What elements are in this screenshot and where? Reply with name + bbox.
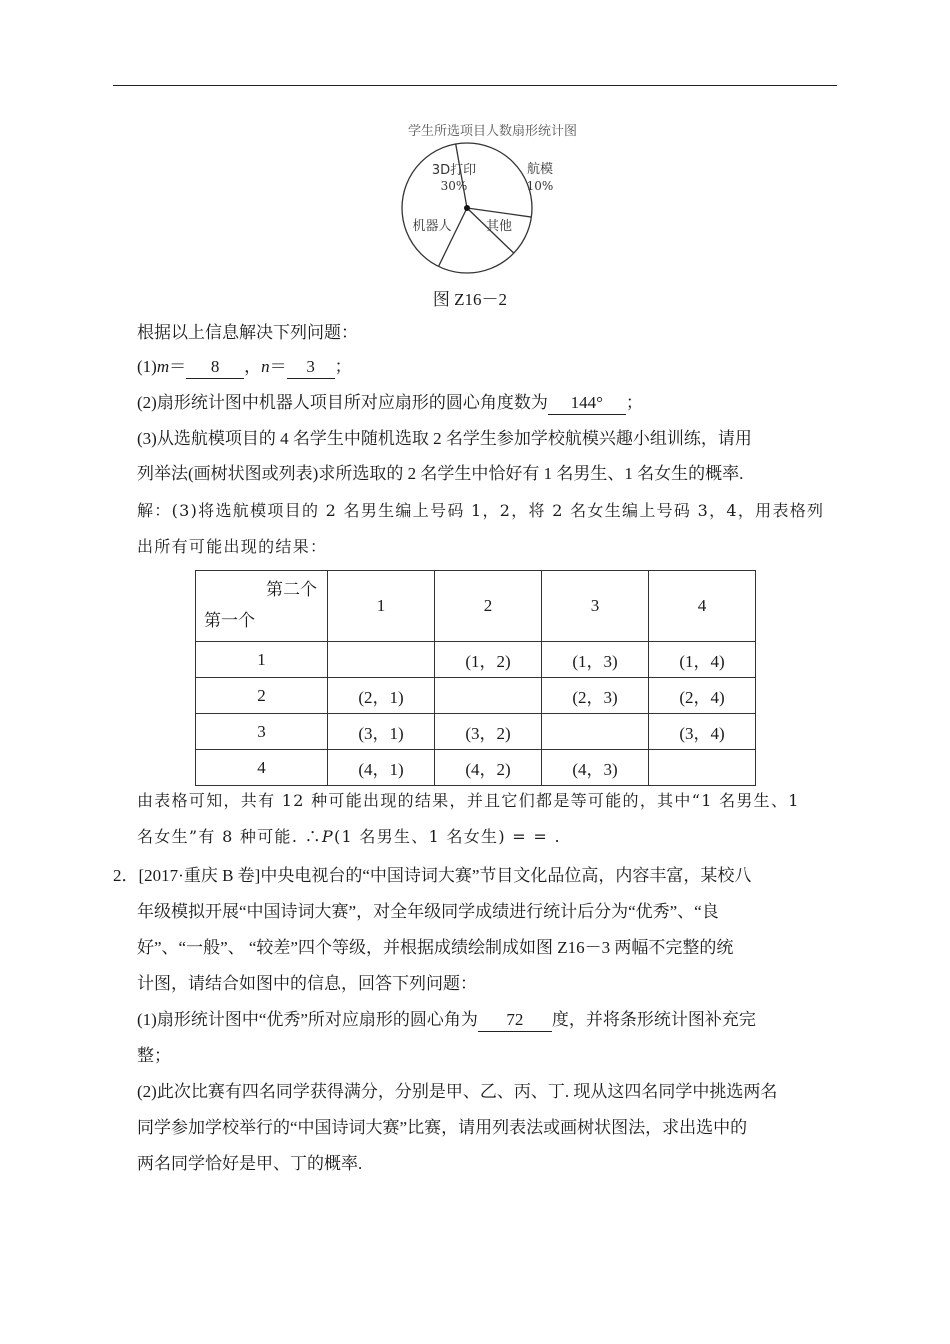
pie-chart-title: 学生所选项目人数扇形统计图	[407, 124, 577, 139]
q2-line3: 好”、“一般”、 “较差”四个等级，并根据成绩绘制成如图 Z16－3 两幅不完整的统	[137, 938, 734, 957]
table-cell: (3，4)	[649, 714, 756, 750]
header-rule	[113, 85, 837, 86]
q2-part1-line2: 整；	[137, 1046, 171, 1065]
col-header: 1	[328, 571, 435, 642]
row-header: 1	[196, 642, 328, 678]
separator: ，	[244, 357, 262, 376]
q1-intro: 根据以上信息解决下列问题：	[137, 323, 358, 342]
table-row	[196, 750, 756, 786]
table-cell: (4，2)	[435, 750, 542, 786]
m-variable: m	[156, 357, 170, 376]
probability-symbol: P	[321, 827, 334, 846]
pie-label-robot: 机器人	[412, 219, 452, 234]
q1-part2-text: (2)扇形统计图中机器人项目所对应扇形的圆心角度数为	[137, 393, 548, 412]
q2-part2-line1: (2)此次比赛有四名同学获得满分，分别是甲、乙、丙、丁. 现从这四名同学中挑选两名	[137, 1082, 778, 1101]
row-header: 2	[196, 678, 328, 714]
q2-line2: 年级模拟开展“中国诗词大赛”，对全年级同学成绩进行统计后分为“优秀”、“良	[137, 902, 719, 921]
m-answer: 8	[186, 356, 244, 379]
table-cell: (3，2)	[435, 714, 542, 750]
table-cell: (2，3)	[542, 678, 649, 714]
col-header: 4	[649, 571, 756, 642]
table-cell: (1，4)	[649, 642, 756, 678]
equals-sign: ＝	[269, 357, 287, 376]
table-row	[196, 678, 756, 714]
q1-part3-line1: (3)从选航模项目的 4 名学生中随机选取 2 名学生参加学校航模兴趣小组训练，请用	[137, 429, 752, 448]
q2-part1	[137, 1009, 756, 1032]
pie-chart	[380, 138, 580, 278]
col-header: 3	[542, 571, 649, 642]
pie-center	[464, 205, 470, 211]
conclusion-tail: (1 名男生、1 名女生) = = .	[333, 827, 561, 846]
table-cell	[542, 714, 649, 750]
q2-part2-line3: 两名同学恰好是甲、丁的概率.	[137, 1154, 363, 1173]
conclusion-line2	[137, 826, 561, 848]
table-cell	[649, 750, 756, 786]
corner-top-label: 第二个	[266, 580, 317, 599]
table-cell: (1，2)	[435, 642, 542, 678]
table-cell: (4，1)	[328, 750, 435, 786]
table-cell: (2，1)	[328, 678, 435, 714]
row-header: 4	[196, 750, 328, 786]
q1-part2	[137, 392, 643, 415]
pie-label-3d: 3D打印	[431, 163, 477, 178]
table-corner	[196, 571, 328, 642]
table-cell: (1，3)	[542, 642, 649, 678]
table-cell	[435, 678, 542, 714]
col-header: 2	[435, 571, 542, 642]
pie-pct-hangmo: 10%	[526, 179, 554, 193]
q2-part1-rest: 度，并将条形统计图补充完	[551, 1010, 756, 1029]
conclusion-line1: 由表格可知，共有 12 种可能出现的结果，并且它们都是等可能的，其中“1 名男生、1	[137, 791, 800, 810]
q1-part1-prefix: (1)	[137, 357, 157, 376]
pie-pct-3d: 30%	[440, 179, 468, 193]
q1-part1	[137, 356, 352, 379]
angle-answer: 144°	[548, 392, 626, 415]
pie-label-hangmo: 航模	[526, 162, 554, 177]
table-cell: (2，4)	[649, 678, 756, 714]
q1-part3-line2: 列举法(画树状图或列表)求所选取的 2 名学生中恰好有 1 名男生、1 名女生的概率.	[137, 464, 744, 483]
solution-line1: 解：(3)将选航模项目的 2 名男生编上号码 1，2，将 2 名女生编上号码 3，4，用表格列	[137, 501, 825, 520]
conclusion-text: 名女生”有 8 种可能. ∴	[137, 827, 322, 846]
solution-line2: 出所有可能出现的结果：	[137, 537, 328, 556]
table-header-row	[196, 571, 756, 642]
excellent-angle-answer: 72	[478, 1009, 552, 1032]
semicolon: ；	[334, 357, 352, 376]
q2-line4: 计图，请结合如图中的信息，回答下列问题：	[137, 974, 477, 993]
n-answer: 3	[287, 356, 335, 379]
corner-bottom-label: 第一个	[204, 611, 255, 630]
figure-caption: 图 Z16－2	[432, 290, 508, 309]
row-header: 3	[196, 714, 328, 750]
table-row	[196, 642, 756, 678]
table-cell: (3，1)	[328, 714, 435, 750]
q2-part1-text: (1)扇形统计图中“优秀”所对应扇形的圆心角为	[137, 1010, 478, 1029]
q2-part2-line2: 同学参加学校举行的“中国诗词大赛”比赛，请用列表法或画树状图法，求出选中的	[137, 1118, 748, 1137]
q2-line1: 2．[2017·重庆 B 卷]中央电视台的“中国诗词大赛”节目文化品位高，内容丰富，某校八	[113, 866, 752, 885]
semicolon: ；	[625, 393, 643, 412]
outcome-table	[195, 570, 756, 786]
pie-label-other: 其他	[485, 219, 513, 234]
n-variable: n	[261, 357, 270, 376]
table-cell: (4，3)	[542, 750, 649, 786]
equals-sign: ＝	[169, 357, 187, 376]
table-cell	[328, 642, 435, 678]
table-row	[196, 714, 756, 750]
